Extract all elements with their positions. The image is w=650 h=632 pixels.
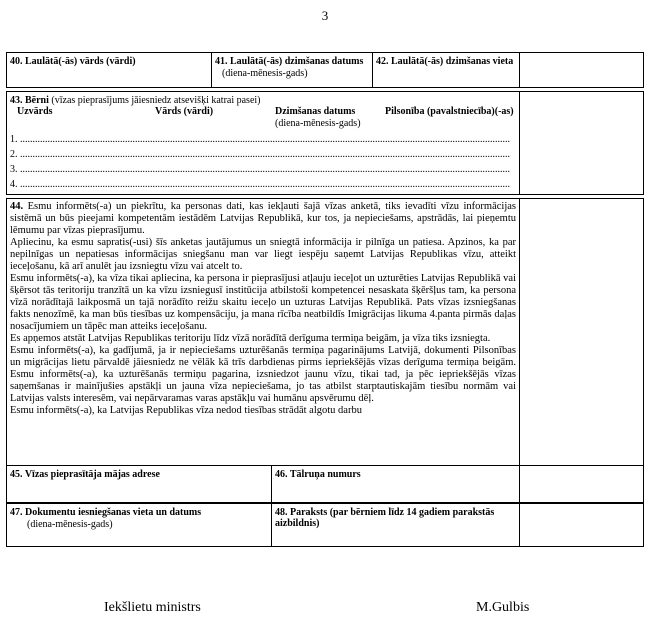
declaration-p4: Es apņemos atstāt Latvijas Republikas teritoriju līdz vīzā norādītā derīguma termiņa beigām, ja vīza tiks izsniegta. [10,333,491,344]
photo-column-45 [519,465,644,503]
field-45-label: 45. Vīzas pieprasītāja mājas adrese [10,469,160,480]
declaration-p2: Apliecinu, ka esmu sapratis(-usi) šīs anketas jautājumus un sniegtā informācija ir pilnīga un patiesa. Apzinos, ka par nepilnīgas un nepatiesas informācijas sniegšanu man var liegt iespēju saņemt Latvijas Republikas vīzu, atteikt ieceļošanu, kā arī anulēt jau izsniegtu vīzu vai atcelt to. [10,237,516,272]
minister-name: M.Gulbis [476,600,530,615]
child-line-2: 2. .................................................................................................................................................................................................... [10,149,510,160]
field-42-box [372,52,520,88]
children-title: 43. Bērni (vīzas pieprasījums jāiesniedz atsevišķi katrai pasei) [10,95,261,106]
field-41-sublabel: (diena-mēnesis-gads) [222,68,308,79]
photo-column-low [519,198,644,466]
minister-title: Iekšlietu ministrs [104,600,201,615]
col-citizenship: Pilsonība (pavalstniecība)(-as) [385,106,514,117]
col-birth: Dzimšanas datums [275,106,356,117]
children-title-note: (vīzas pieprasījums jāiesniedz atsevišķi katrai pasei) [51,95,261,106]
field-47-label: 47. Dokumentu iesniegšanas vieta un datums [10,507,202,518]
field-47-sublabel: (diena-mēnesis-gads) [27,519,113,530]
child-line-4: 4. .................................................................................................................................................................................................... [10,179,510,190]
declaration-box [6,198,520,466]
field-48-label: 48. Paraksts (par bērniem līdz 14 gadiem parakstās aizbildnis) [275,507,495,529]
child-line-3: 3. .................................................................................................................................................................................................... [10,164,510,175]
declaration-p5: Esmu informēts(-a), ka gadījumā, ja ir nepieciešams uzturēšanās termiņa pagarinājums Latvijā, dokumenti Pilsonības un migrācijas lietu pārvaldē jāiesniedz ne vēlāk kā trīs darbdienas pirms iepriekšējās vīzas derīguma termiņa beigām. Esmu informēts(-a), ka uzturēšanās termiņu pagarina, izsniedzot jaunu vīzu, tikai tad, ja pēc iepriekšējās vīzas saņemšanas ir mainījušies apstākļi un jauna vīza nepieciešama, jo tas atbilst starptautiskajām tiesību normām vai Latvijas valsts interesēm, vai nepārvaramas varas apstākļu vai humānu apsvērumu dēļ. [10,345,516,404]
photo-column-top [519,52,644,88]
page-number: 3 [321,8,329,23]
photo-column-mid [519,91,644,195]
field-40-label: 40. Laulātā(-ās) vārds (vārdi) [10,56,136,67]
field-41-label: 41. Laulātā(-ās) dzimšanas datums [215,56,364,67]
col-name: Vārds (vārdi) [155,106,214,117]
field-40-box [6,52,212,88]
field-46-label: 46. Tālruņa numurs [275,469,361,480]
col-birth-sub: (diena-mēnesis-gads) [275,118,361,129]
declaration-p1: 44. Esmu informēts(-a) un piekrītu, ka personas dati, kas iekļauti šajā vīzas anketā, tiks ievadīti vīzu informācijas sistēmā un būs pieejami kompetentām iestādēm Latvijas Republikā, kur tos, ja nepieciešams, apstrādās, lai pieņemtu lēmumu par vīzas pieprasījumu. [10,201,516,236]
photo-column-47 [519,503,644,547]
declaration-p3: Esmu informēts(-a), ka vīza tikai apliecina, ka persona ir pieprasījusi atļauju ieceļot un uzturēties Latvijas Republikā vai šķērsot tās teritoriju tranzītā un ka vīzu izsniegusī institūcija atbilstoši kompetencei nesaskata šķēršļus tam, ka persona vīzā norādītajā laikposmā un tajā norādīto reižu skaitu ieceļo un uzturas Latvijas Republikā. Pats vīzas izsniegšanas fakts nenozīmē, ka man būs tiesības uz kompensāciju, ja mana rīcība neatbildīs Imigrācijas likuma 4.panta pirmās daļas nosacījumiem un tāpēc man atteiks ieceļošanu. [10,273,516,332]
field-41-box [211,52,373,88]
field-45-box [6,465,272,503]
child-line-1: 1. .................................................................................................................................................................................................... [10,134,510,145]
field-48-box [271,503,520,547]
field-42-label: 42. Laulātā(-ās) dzimšanas vieta [376,56,514,67]
children-box [6,91,520,195]
field-47-box [6,503,272,547]
col-surname: Uzvārds [17,106,53,117]
declaration-p6: Esmu informēts(-a), ka Latvijas Republikas vīza nedod tiesības strādāt algotu darbu [10,405,362,416]
field-46-box [271,465,520,503]
